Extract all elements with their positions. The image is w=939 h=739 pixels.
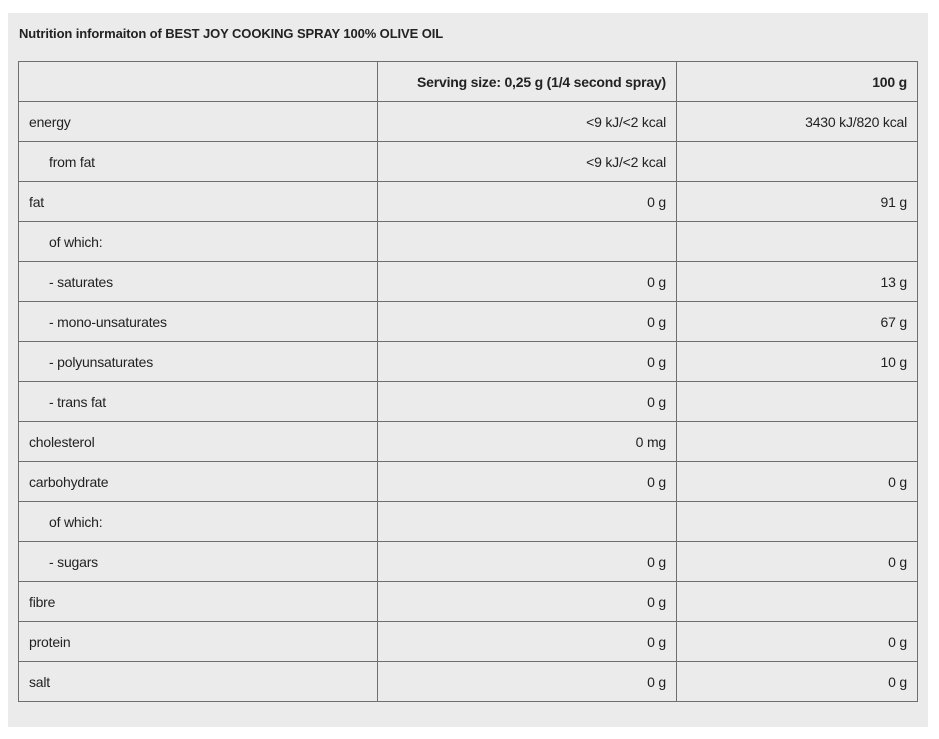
nutrient-label: energy bbox=[19, 102, 378, 142]
per-100g-value bbox=[677, 582, 918, 622]
serving-value: 0 mg bbox=[378, 422, 677, 462]
nutrient-label: cholesterol bbox=[19, 422, 378, 462]
nutrient-label: of which: bbox=[19, 222, 378, 262]
serving-value: 0 g bbox=[378, 622, 677, 662]
per-100g-value bbox=[677, 222, 918, 262]
nutrient-label: fibre bbox=[19, 582, 378, 622]
serving-value: 0 g bbox=[378, 462, 677, 502]
table-row bbox=[19, 262, 918, 302]
per-100g-value: 0 g bbox=[677, 462, 918, 502]
nutrient-label: - polyunsaturates bbox=[19, 342, 378, 382]
per-100g-value: 0 g bbox=[677, 542, 918, 582]
nutrient-label: fat bbox=[19, 182, 378, 222]
table-row bbox=[19, 542, 918, 582]
header-per-100g: 100 g bbox=[677, 62, 918, 102]
serving-value: 0 g bbox=[378, 542, 677, 582]
serving-value: <9 kJ/<2 kcal bbox=[378, 142, 677, 182]
serving-value: 0 g bbox=[378, 262, 677, 302]
table-row bbox=[19, 302, 918, 342]
per-100g-value bbox=[677, 502, 918, 542]
serving-value: <9 kJ/<2 kcal bbox=[378, 102, 677, 142]
serving-value: 0 g bbox=[378, 342, 677, 382]
table-header-row bbox=[19, 62, 918, 102]
table-row bbox=[19, 462, 918, 502]
page-title: Nutrition informaiton of BEST JOY COOKING SPRAY 100% OLIVE OIL bbox=[19, 26, 444, 41]
nutrient-label: of which: bbox=[19, 502, 378, 542]
nutrition-table bbox=[18, 61, 918, 702]
nutrient-label: protein bbox=[19, 622, 378, 662]
per-100g-value: 0 g bbox=[677, 662, 918, 702]
serving-value: 0 g bbox=[378, 662, 677, 702]
nutrient-label: salt bbox=[19, 662, 378, 702]
per-100g-value bbox=[677, 382, 918, 422]
serving-value bbox=[378, 222, 677, 262]
per-100g-value: 67 g bbox=[677, 302, 918, 342]
nutrient-label: - sugars bbox=[19, 542, 378, 582]
nutrient-label: - trans fat bbox=[19, 382, 378, 422]
serving-value bbox=[378, 502, 677, 542]
serving-value: 0 g bbox=[378, 182, 677, 222]
header-nutrient bbox=[19, 62, 378, 102]
per-100g-value: 10 g bbox=[677, 342, 918, 382]
nutrient-label: - mono-unsaturates bbox=[19, 302, 378, 342]
table-row bbox=[19, 422, 918, 462]
per-100g-value: 0 g bbox=[677, 622, 918, 662]
nutrient-label: - saturates bbox=[19, 262, 378, 302]
table-row bbox=[19, 102, 918, 142]
per-100g-value bbox=[677, 422, 918, 462]
table-row bbox=[19, 582, 918, 622]
per-100g-value: 13 g bbox=[677, 262, 918, 302]
per-100g-value bbox=[677, 142, 918, 182]
header-serving-size: Serving size: 0,25 g (1/4 second spray) bbox=[378, 62, 677, 102]
nutrient-label: from fat bbox=[19, 142, 378, 182]
table-row bbox=[19, 662, 918, 702]
table-row bbox=[19, 502, 918, 542]
nutrient-label: carbohydrate bbox=[19, 462, 378, 502]
table-row bbox=[19, 182, 918, 222]
table-row bbox=[19, 622, 918, 662]
table-row bbox=[19, 382, 918, 422]
serving-value: 0 g bbox=[378, 302, 677, 342]
serving-value: 0 g bbox=[378, 382, 677, 422]
per-100g-value: 3430 kJ/820 kcal bbox=[677, 102, 918, 142]
table-row bbox=[19, 222, 918, 262]
serving-value: 0 g bbox=[378, 582, 677, 622]
table-row bbox=[19, 142, 918, 182]
table-row bbox=[19, 342, 918, 382]
per-100g-value: 91 g bbox=[677, 182, 918, 222]
